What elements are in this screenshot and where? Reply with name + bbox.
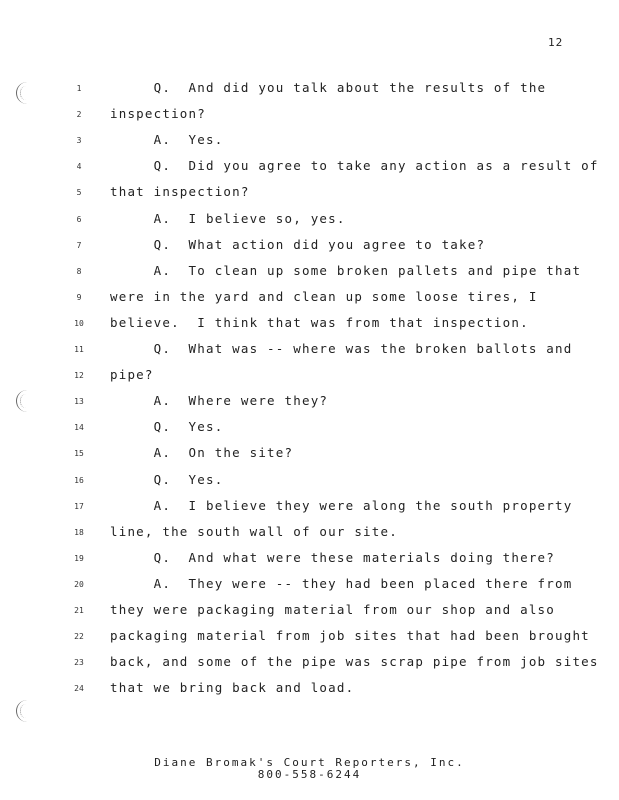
line-number: 14 [74,423,84,433]
line-number: 23 [74,658,84,668]
transcript-line [0,549,619,569]
line-text: believe. I think that was from that inspection. [110,314,529,330]
line-text: Q. Yes. [110,471,224,487]
line-text: inspection? [110,106,206,122]
line-text: they were packaging material from our shop and also [110,602,556,617]
transcript-line [0,653,619,673]
line-text: A. To clean up some broken pallets and pipe that [110,262,582,278]
line-number: 4 [76,162,82,172]
line-number: 13 [74,397,84,407]
line-number: 2 [76,110,82,120]
line-text: that inspection? [110,184,250,200]
line-number: 8 [76,266,82,276]
line-number: 19 [74,553,84,563]
line-number: 3 [76,136,82,146]
line-text: A. They were -- they had been placed there from [110,575,573,591]
line-text: pipe? [110,367,154,383]
line-text: that we bring back and load. [110,680,355,696]
line-text: A. I believe so, yes. [110,210,346,226]
transcript-line [0,157,619,177]
transcript-line [0,314,619,334]
punch-hole-bottom [16,700,31,722]
line-number: 7 [76,240,82,250]
line-number: 11 [74,345,84,354]
transcript-line [0,131,619,151]
transcript-line [0,210,619,230]
line-text: Q. What action did you agree to take? [110,236,486,252]
line-number: 12 [74,371,84,381]
transcript-line [0,236,619,256]
line-number: 1 [76,84,82,93]
transcript-line [0,366,619,386]
line-number: 22 [74,632,84,642]
line-text: A. On the site? [110,445,294,461]
transcript-line [0,340,619,360]
line-text: packaging material from job sites that had been brought [110,628,590,644]
footer-phone: 800-558-6244 [257,768,362,781]
line-number: 9 [76,292,82,302]
transcript-line [0,523,619,543]
line-number: 10 [74,318,84,328]
line-number: 6 [76,214,82,224]
line-number: 17 [74,501,84,511]
line-text: A. Where were they? [110,393,329,409]
transcript-line [0,105,619,125]
line-number: 20 [74,579,84,589]
transcript-line [0,183,619,203]
line-text: Q. What was -- where was the broken ballots and [110,341,573,356]
transcript-line [0,262,619,282]
transcript-line [0,444,619,464]
transcript-line [0,627,619,647]
transcript-line [0,601,619,621]
line-text: Q. And did you talk about the results of the [110,80,547,95]
line-text: Q. Did you agree to take any action as a result of [110,158,599,174]
line-text: back, and some of the pipe was scrap pipe from job sites [110,654,599,670]
transcript-line [0,288,619,308]
line-text: Q. Yes. [110,419,224,435]
page-number: 12 [548,36,564,49]
line-number: 24 [74,684,84,694]
line-text: A. I believe they were along the south property [110,497,573,513]
line-number: 15 [74,449,84,459]
line-number: 5 [76,188,82,198]
transcript-line [0,418,619,438]
transcript-line [0,79,619,99]
transcript-line [0,392,619,412]
line-number: 21 [74,606,84,615]
line-number: 16 [74,475,84,485]
transcript-line [0,679,619,699]
line-text: A. Yes. [110,132,224,148]
transcript-line [0,497,619,517]
line-text: Q. And what were these materials doing there? [110,549,556,565]
line-text: line, the south wall of our site. [110,523,398,539]
footer-reporter: Diane Bromak's Court Reporters, Inc. [154,756,465,769]
transcript-line [0,471,619,491]
transcript-line [0,575,619,595]
line-number: 18 [74,527,84,537]
line-text: were in the yard and clean up some loose tires, I [110,288,538,304]
